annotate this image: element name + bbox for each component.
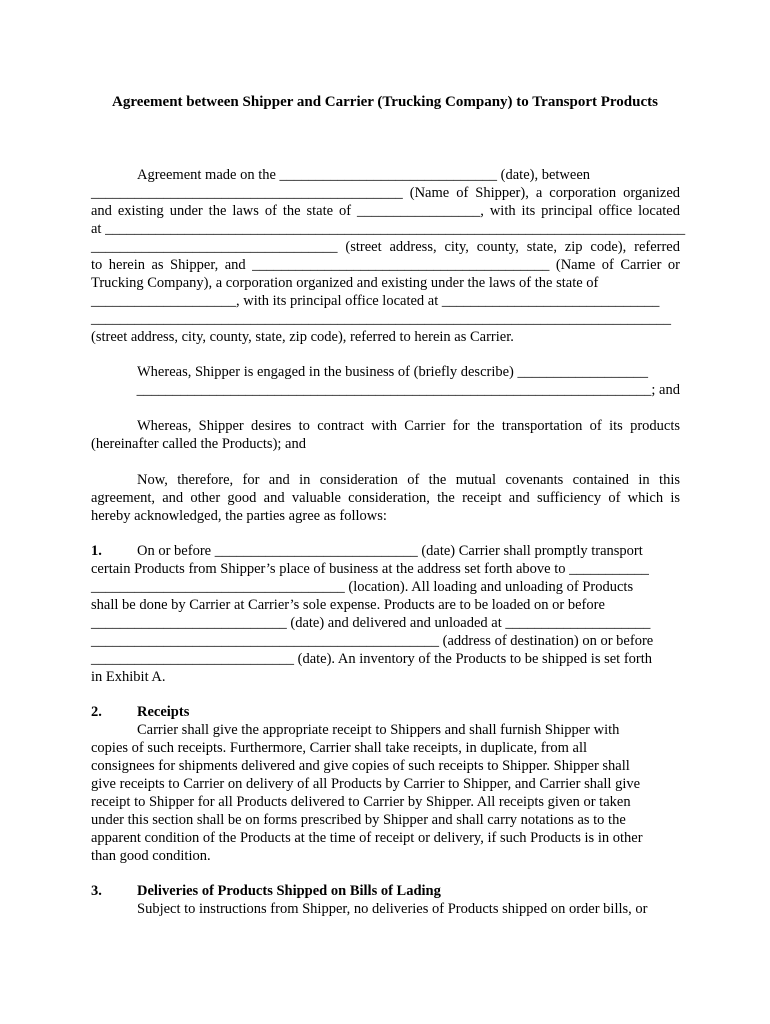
- text-line: Now, therefore, for and in consideration of the mutual covenants contained in this: [137, 472, 680, 488]
- document-title: Agreement between Shipper and Carrier (Trucking Company) to Transport Products: [112, 94, 658, 110]
- text-line: (hereinafter called the Products); and: [91, 436, 306, 452]
- text-line: ___________________________ (date) and delivered and unloaded at ____________________: [91, 615, 651, 631]
- text-line: to herein as Shipper, and _________________________________________ (Name of Carrier or: [91, 257, 680, 273]
- text-line: Carrier shall give the appropriate receipt to Shippers and shall furnish Shipper with: [137, 722, 620, 738]
- text-line: ____________________________ (date). An inventory of the Products to be shipped is set forth: [91, 651, 653, 667]
- text-line: ___________________________________________ (Name of Shipper), a corporation organized: [91, 185, 680, 201]
- text-line: Whereas, Shipper is engaged in the business of (briefly describe) __________________: [137, 364, 649, 380]
- text-line: apparent condition of the Products at the time of receipt or delivery, if such Products is in other: [91, 830, 643, 846]
- text-line: On or before ____________________________ (date) Carrier shall promptly transport: [137, 543, 643, 559]
- text-line: __________________________________ (street address, city, county, state, zip code), referred: [91, 239, 680, 255]
- text-line: consignees for shipments delivered and give copies of such receipts to Shipper. Shipper shall: [91, 758, 630, 774]
- section-heading: Receipts: [137, 704, 190, 720]
- text-line: give receipts to Carrier on delivery of all Products by Carrier to Shipper, and Carrier shall give: [91, 776, 641, 792]
- text-line: ________________________________________________ (address of destination) on or before: [91, 633, 654, 649]
- text-line: receipt to Shipper for all Products delivered to Carrier by Shipper. All receipts given or taken: [91, 794, 631, 810]
- text-line: _______________________________________________________________________; and: [136, 382, 680, 398]
- text-line: than good condition.: [91, 848, 211, 864]
- text-line: under this section shall be on forms prescribed by Shipper and shall carry notations as to the: [91, 812, 626, 828]
- section-number: 3.: [91, 883, 102, 899]
- text-line: shall be done by Carrier at Carrier’s sole expense. Products are to be loaded on or before: [91, 597, 605, 613]
- text-line: ________________________________________________________________________________: [91, 311, 671, 327]
- text-line: hereby acknowledged, the parties agree as follows:: [91, 508, 387, 524]
- section-heading: Deliveries of Products Shipped on Bills of Lading: [137, 883, 441, 899]
- text-line: and existing under the laws of the state of _________________, with its principal office located: [91, 203, 680, 219]
- text-line: at ________________________________________________________________________________: [91, 221, 686, 237]
- text-line: agreement, and other good and valuable consideration, the receipt and sufficiency of which is: [91, 490, 680, 506]
- text-line: ____________________, with its principal office located at ______________________________: [91, 293, 660, 309]
- text-line: Agreement made on the ______________________________ (date), between: [137, 167, 591, 183]
- text-line: copies of such receipts. Furthermore, Carrier shall take receipts, in duplicate, from all: [91, 740, 588, 756]
- text-line: (street address, city, county, state, zip code), referred to herein as Carrier.: [91, 329, 514, 345]
- text-line: Whereas, Shipper desires to contract with Carrier for the transportation of its products: [137, 418, 680, 434]
- text-line: Subject to instructions from Shipper, no deliveries of Products shipped on order bills, or: [137, 901, 648, 917]
- section-number: 2.: [91, 704, 102, 720]
- text-line: certain Products from Shipper’s place of business at the address set forth above to ___________: [91, 561, 649, 577]
- section-number: 1.: [91, 543, 102, 559]
- text-line: ___________________________________ (location). All loading and unloading of Products: [91, 579, 634, 595]
- text-line: Trucking Company), a corporation organized and existing under the laws of the state of: [91, 275, 599, 291]
- text-line: in Exhibit A.: [91, 669, 166, 685]
